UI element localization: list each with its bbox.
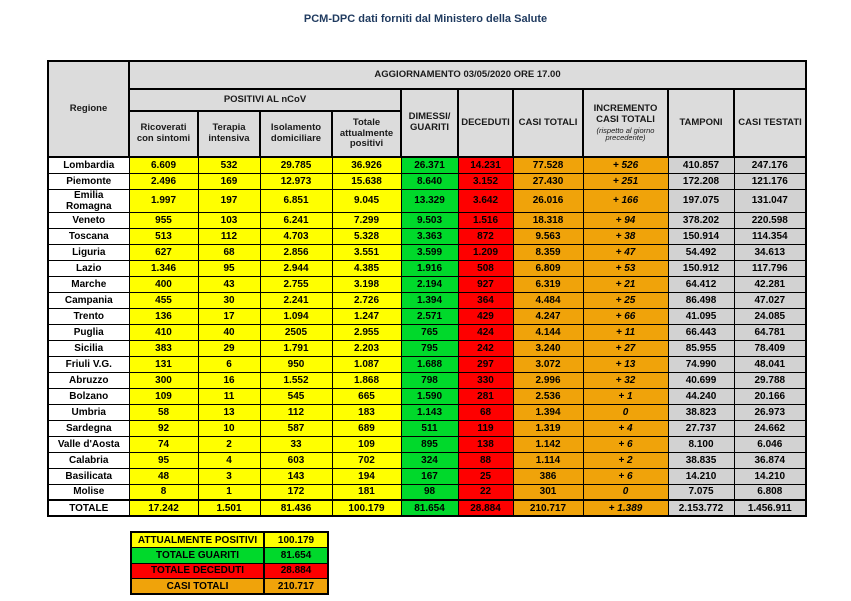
region-name: Abruzzo (48, 372, 129, 388)
cell-isolamento_domiciliare: 172 (260, 484, 332, 500)
summary-value: 28.884 (264, 563, 328, 579)
summary-value: 210.717 (264, 579, 328, 595)
cell-incremento_casi_totali: 0 (583, 404, 668, 420)
cell-terapia_intensiva: 112 (198, 228, 260, 244)
cell-ricoverati_con_sintomi: 17.242 (129, 500, 198, 516)
cell-incremento_casi_totali: + 1 (583, 388, 668, 404)
cell-totale_attualmente_positivi: 4.385 (332, 260, 401, 276)
cell-dimessi_guariti: 795 (401, 340, 458, 356)
cell-incremento_casi_totali: + 251 (583, 173, 668, 189)
cell-dimessi_guariti: 2.194 (401, 276, 458, 292)
cell-totale_attualmente_positivi: 109 (332, 436, 401, 452)
region-row (48, 436, 806, 452)
summary-row (131, 563, 328, 579)
cell-terapia_intensiva: 1.501 (198, 500, 260, 516)
cell-tamponi: 38.823 (668, 404, 734, 420)
cell-incremento_casi_totali: + 27 (583, 340, 668, 356)
cell-dimessi_guariti: 324 (401, 452, 458, 468)
header-incremento-line2: CASI TOTALI (596, 113, 655, 125)
cell-terapia_intensiva: 2 (198, 436, 260, 452)
cell-terapia_intensiva: 197 (198, 189, 260, 212)
cell-casi_totali: 301 (513, 484, 583, 500)
region-name: Friuli V.G. (48, 356, 129, 372)
cell-casi_totali: 27.430 (513, 173, 583, 189)
region-name: Lazio (48, 260, 129, 276)
cell-casi_totali: 77.528 (513, 157, 583, 173)
cell-totale_attualmente_positivi: 9.045 (332, 189, 401, 212)
region-name: Campania (48, 292, 129, 308)
cell-deceduti: 25 (458, 468, 513, 484)
cell-ricoverati_con_sintomi: 6.609 (129, 157, 198, 173)
cell-incremento_casi_totali: + 32 (583, 372, 668, 388)
cell-casi_testati: 247.176 (734, 157, 806, 173)
cell-ricoverati_con_sintomi: 400 (129, 276, 198, 292)
cell-dimessi_guariti: 895 (401, 436, 458, 452)
cell-tamponi: 54.492 (668, 244, 734, 260)
cell-ricoverati_con_sintomi: 2.496 (129, 173, 198, 189)
region-row (48, 404, 806, 420)
summary-table (130, 531, 329, 595)
cell-casi_totali: 1.142 (513, 436, 583, 452)
cell-tamponi: 44.240 (668, 388, 734, 404)
summary-row (131, 532, 328, 548)
cell-casi_totali: 1.394 (513, 404, 583, 420)
cell-dimessi_guariti: 1.590 (401, 388, 458, 404)
cell-dimessi_guariti: 3.363 (401, 228, 458, 244)
cell-dimessi_guariti: 511 (401, 420, 458, 436)
cell-totale_attualmente_positivi: 3.551 (332, 244, 401, 260)
cell-tamponi: 150.912 (668, 260, 734, 276)
summary-label: TOTALE DECEDUTI (131, 563, 264, 579)
region-name: Puglia (48, 324, 129, 340)
cell-ricoverati_con_sintomi: 95 (129, 452, 198, 468)
region-row (48, 228, 806, 244)
region-name: Sicilia (48, 340, 129, 356)
header-dimessi-guariti: DIMESSI/ GUARITI (401, 89, 458, 157)
region-row (48, 468, 806, 484)
cell-deceduti: 1.209 (458, 244, 513, 260)
cell-dimessi_guariti: 765 (401, 324, 458, 340)
cell-dimessi_guariti: 3.599 (401, 244, 458, 260)
cell-tamponi: 85.955 (668, 340, 734, 356)
cell-totale_attualmente_positivi: 36.926 (332, 157, 401, 173)
region-name: Liguria (48, 244, 129, 260)
cell-terapia_intensiva: 103 (198, 212, 260, 228)
cell-tamponi: 410.857 (668, 157, 734, 173)
header-totale-positivi: Totale attualmente positivi (332, 111, 401, 157)
cell-casi_testati: 36.874 (734, 452, 806, 468)
cell-incremento_casi_totali: + 526 (583, 157, 668, 173)
cell-totale_attualmente_positivi: 665 (332, 388, 401, 404)
cell-isolamento_domiciliare: 6.851 (260, 189, 332, 212)
cell-casi_totali: 386 (513, 468, 583, 484)
region-name: Molise (48, 484, 129, 500)
cell-terapia_intensiva: 532 (198, 157, 260, 173)
cell-isolamento_domiciliare: 112 (260, 404, 332, 420)
cell-totale_attualmente_positivi: 1.868 (332, 372, 401, 388)
cell-totale_attualmente_positivi: 3.198 (332, 276, 401, 292)
cell-casi_testati: 117.796 (734, 260, 806, 276)
totale-row (48, 500, 806, 516)
cell-casi_totali: 2.996 (513, 372, 583, 388)
cell-deceduti: 22 (458, 484, 513, 500)
cell-incremento_casi_totali: + 94 (583, 212, 668, 228)
region-row (48, 157, 806, 173)
cell-terapia_intensiva: 30 (198, 292, 260, 308)
cell-casi_testati: 42.281 (734, 276, 806, 292)
cell-tamponi: 66.443 (668, 324, 734, 340)
region-row (48, 276, 806, 292)
cell-casi_totali: 210.717 (513, 500, 583, 516)
summary-rows (131, 532, 328, 594)
cell-isolamento_domiciliare: 587 (260, 420, 332, 436)
cell-incremento_casi_totali: + 1.389 (583, 500, 668, 516)
cell-incremento_casi_totali: + 13 (583, 356, 668, 372)
cell-totale_attualmente_positivi: 1.247 (332, 308, 401, 324)
cell-dimessi_guariti: 1.688 (401, 356, 458, 372)
region-row (48, 292, 806, 308)
cell-deceduti: 68 (458, 404, 513, 420)
cell-casi_testati: 78.409 (734, 340, 806, 356)
cell-totale_attualmente_positivi: 689 (332, 420, 401, 436)
cell-isolamento_domiciliare: 2505 (260, 324, 332, 340)
header-casi-testati: CASI TESTATI (734, 89, 806, 157)
region-name: TOTALE (48, 500, 129, 516)
cell-deceduti: 429 (458, 308, 513, 324)
cell-dimessi_guariti: 26.371 (401, 157, 458, 173)
header-positivi-group: POSITIVI AL nCoV (129, 89, 401, 111)
region-name: Calabria (48, 452, 129, 468)
cell-deceduti: 138 (458, 436, 513, 452)
cell-ricoverati_con_sintomi: 383 (129, 340, 198, 356)
cell-ricoverati_con_sintomi: 74 (129, 436, 198, 452)
cell-terapia_intensiva: 43 (198, 276, 260, 292)
cell-terapia_intensiva: 10 (198, 420, 260, 436)
cell-ricoverati_con_sintomi: 92 (129, 420, 198, 436)
cell-deceduti: 242 (458, 340, 513, 356)
cell-dimessi_guariti: 98 (401, 484, 458, 500)
cell-ricoverati_con_sintomi: 410 (129, 324, 198, 340)
cell-terapia_intensiva: 40 (198, 324, 260, 340)
region-row (48, 356, 806, 372)
cell-totale_attualmente_positivi: 702 (332, 452, 401, 468)
region-row (48, 324, 806, 340)
cell-casi_testati: 6.808 (734, 484, 806, 500)
cell-deceduti: 3.642 (458, 189, 513, 212)
region-name: Umbria (48, 404, 129, 420)
region-row (48, 244, 806, 260)
cell-isolamento_domiciliare: 2.944 (260, 260, 332, 276)
cell-incremento_casi_totali: + 66 (583, 308, 668, 324)
cell-terapia_intensiva: 13 (198, 404, 260, 420)
region-name: Valle d'Aosta (48, 436, 129, 452)
summary-row (131, 548, 328, 564)
cell-isolamento_domiciliare: 33 (260, 436, 332, 452)
cell-tamponi: 64.412 (668, 276, 734, 292)
cell-deceduti: 424 (458, 324, 513, 340)
cell-tamponi: 86.498 (668, 292, 734, 308)
cell-totale_attualmente_positivi: 5.328 (332, 228, 401, 244)
cell-deceduti: 88 (458, 452, 513, 468)
cell-isolamento_domiciliare: 12.973 (260, 173, 332, 189)
cell-terapia_intensiva: 95 (198, 260, 260, 276)
cell-dimessi_guariti: 2.571 (401, 308, 458, 324)
cell-dimessi_guariti: 8.640 (401, 173, 458, 189)
summary-row (131, 579, 328, 595)
cell-isolamento_domiciliare: 81.436 (260, 500, 332, 516)
cell-terapia_intensiva: 169 (198, 173, 260, 189)
header-casi-totali: CASI TOTALI (513, 89, 583, 157)
region-row (48, 420, 806, 436)
cell-casi_totali: 18.318 (513, 212, 583, 228)
cell-dimessi_guariti: 1.916 (401, 260, 458, 276)
cell-incremento_casi_totali: + 25 (583, 292, 668, 308)
cell-casi_testati: 64.781 (734, 324, 806, 340)
cell-totale_attualmente_positivi: 100.179 (332, 500, 401, 516)
cell-ricoverati_con_sintomi: 8 (129, 484, 198, 500)
cell-isolamento_domiciliare: 950 (260, 356, 332, 372)
cell-incremento_casi_totali: + 11 (583, 324, 668, 340)
header-terapia-intensiva: Terapia intensiva (198, 111, 260, 157)
cell-isolamento_domiciliare: 1.094 (260, 308, 332, 324)
region-name: Piemonte (48, 173, 129, 189)
cell-tamponi: 8.100 (668, 436, 734, 452)
cell-casi_totali: 6.319 (513, 276, 583, 292)
cell-ricoverati_con_sintomi: 513 (129, 228, 198, 244)
cell-ricoverati_con_sintomi: 955 (129, 212, 198, 228)
cell-totale_attualmente_positivi: 194 (332, 468, 401, 484)
summary-value: 100.179 (264, 532, 328, 548)
cell-isolamento_domiciliare: 2.241 (260, 292, 332, 308)
cell-casi_testati: 34.613 (734, 244, 806, 260)
cell-deceduti: 14.231 (458, 157, 513, 173)
cell-deceduti: 119 (458, 420, 513, 436)
cell-ricoverati_con_sintomi: 300 (129, 372, 198, 388)
cell-terapia_intensiva: 3 (198, 468, 260, 484)
cell-casi_testati: 1.456.911 (734, 500, 806, 516)
header-incremento-casi-totali (583, 89, 668, 157)
region-row (48, 340, 806, 356)
region-name: Bolzano (48, 388, 129, 404)
cell-casi_totali: 9.563 (513, 228, 583, 244)
cell-terapia_intensiva: 17 (198, 308, 260, 324)
cell-casi_testati: 24.085 (734, 308, 806, 324)
header-ricoverati: Ricoverati con sintomi (129, 111, 198, 157)
cell-casi_totali: 26.016 (513, 189, 583, 212)
summary-label: CASI TOTALI (131, 579, 264, 595)
cell-casi_testati: 47.027 (734, 292, 806, 308)
cell-totale_attualmente_positivi: 2.955 (332, 324, 401, 340)
cell-totale_attualmente_positivi: 183 (332, 404, 401, 420)
cell-ricoverati_con_sintomi: 48 (129, 468, 198, 484)
cell-tamponi: 41.095 (668, 308, 734, 324)
summary-label: TOTALE GUARITI (131, 548, 264, 564)
cell-isolamento_domiciliare: 1.552 (260, 372, 332, 388)
covid-regional-table (47, 60, 807, 517)
region-rows (48, 157, 806, 516)
cell-tamponi: 2.153.772 (668, 500, 734, 516)
cell-tamponi: 40.699 (668, 372, 734, 388)
cell-totale_attualmente_positivi: 15.638 (332, 173, 401, 189)
summary-value: 81.654 (264, 548, 328, 564)
header-deceduti: DECEDUTI (458, 89, 513, 157)
cell-dimessi_guariti: 798 (401, 372, 458, 388)
cell-terapia_intensiva: 11 (198, 388, 260, 404)
cell-isolamento_domiciliare: 143 (260, 468, 332, 484)
region-name: Marche (48, 276, 129, 292)
cell-incremento_casi_totali: + 53 (583, 260, 668, 276)
group-header-row (48, 89, 806, 111)
cell-deceduti: 872 (458, 228, 513, 244)
cell-casi_testati: 20.166 (734, 388, 806, 404)
cell-isolamento_domiciliare: 2.755 (260, 276, 332, 292)
cell-isolamento_domiciliare: 6.241 (260, 212, 332, 228)
cell-totale_attualmente_positivi: 7.299 (332, 212, 401, 228)
header-isolamento: Isolamento domiciliare (260, 111, 332, 157)
cell-incremento_casi_totali: 0 (583, 484, 668, 500)
header-incremento-note: (rispetto al giorno precedente) (596, 125, 655, 143)
cell-incremento_casi_totali: + 47 (583, 244, 668, 260)
cell-casi_totali: 1.114 (513, 452, 583, 468)
update-header-row (48, 61, 806, 89)
cell-tamponi: 74.990 (668, 356, 734, 372)
cell-ricoverati_con_sintomi: 136 (129, 308, 198, 324)
cell-dimessi_guariti: 9.503 (401, 212, 458, 228)
cell-casi_totali: 2.536 (513, 388, 583, 404)
region-name: Sardegna (48, 420, 129, 436)
cell-terapia_intensiva: 29 (198, 340, 260, 356)
cell-deceduti: 281 (458, 388, 513, 404)
cell-ricoverati_con_sintomi: 131 (129, 356, 198, 372)
region-name: Trento (48, 308, 129, 324)
region-row (48, 452, 806, 468)
cell-incremento_casi_totali: + 2 (583, 452, 668, 468)
cell-terapia_intensiva: 68 (198, 244, 260, 260)
header-tamponi: TAMPONI (668, 89, 734, 157)
cell-casi_testati: 220.598 (734, 212, 806, 228)
cell-casi_totali: 3.072 (513, 356, 583, 372)
cell-deceduti: 297 (458, 356, 513, 372)
cell-ricoverati_con_sintomi: 1.346 (129, 260, 198, 276)
cell-deceduti: 364 (458, 292, 513, 308)
cell-isolamento_domiciliare: 2.856 (260, 244, 332, 260)
cell-deceduti: 508 (458, 260, 513, 276)
region-row (48, 189, 806, 212)
cell-isolamento_domiciliare: 29.785 (260, 157, 332, 173)
cell-isolamento_domiciliare: 1.791 (260, 340, 332, 356)
cell-tamponi: 7.075 (668, 484, 734, 500)
cell-ricoverati_con_sintomi: 627 (129, 244, 198, 260)
cell-dimessi_guariti: 81.654 (401, 500, 458, 516)
cell-casi_testati: 131.047 (734, 189, 806, 212)
header-regione: Regione (48, 61, 129, 157)
cell-incremento_casi_totali: + 6 (583, 468, 668, 484)
cell-terapia_intensiva: 4 (198, 452, 260, 468)
cell-casi_testati: 14.210 (734, 468, 806, 484)
cell-dimessi_guariti: 1.394 (401, 292, 458, 308)
cell-ricoverati_con_sintomi: 455 (129, 292, 198, 308)
cell-casi_totali: 4.144 (513, 324, 583, 340)
cell-dimessi_guariti: 1.143 (401, 404, 458, 420)
cell-casi_testati: 29.788 (734, 372, 806, 388)
cell-totale_attualmente_positivi: 1.087 (332, 356, 401, 372)
region-name: Toscana (48, 228, 129, 244)
cell-incremento_casi_totali: + 6 (583, 436, 668, 452)
region-row (48, 372, 806, 388)
cell-terapia_intensiva: 1 (198, 484, 260, 500)
cell-deceduti: 330 (458, 372, 513, 388)
cell-casi_totali: 6.809 (513, 260, 583, 276)
cell-ricoverati_con_sintomi: 58 (129, 404, 198, 420)
cell-ricoverati_con_sintomi: 109 (129, 388, 198, 404)
cell-deceduti: 28.884 (458, 500, 513, 516)
cell-casi_testati: 114.354 (734, 228, 806, 244)
cell-casi_testati: 26.973 (734, 404, 806, 420)
cell-terapia_intensiva: 6 (198, 356, 260, 372)
cell-tamponi: 27.737 (668, 420, 734, 436)
cell-casi_testati: 24.662 (734, 420, 806, 436)
summary-label: ATTUALMENTE POSITIVI (131, 532, 264, 548)
cell-totale_attualmente_positivi: 2.203 (332, 340, 401, 356)
cell-incremento_casi_totali: + 38 (583, 228, 668, 244)
region-row (48, 484, 806, 500)
cell-tamponi: 378.202 (668, 212, 734, 228)
cell-deceduti: 3.152 (458, 173, 513, 189)
cell-dimessi_guariti: 167 (401, 468, 458, 484)
region-row (48, 173, 806, 189)
region-row (48, 260, 806, 276)
region-name: Lombardia (48, 157, 129, 173)
cell-casi_testati: 121.176 (734, 173, 806, 189)
cell-totale_attualmente_positivi: 2.726 (332, 292, 401, 308)
cell-casi_totali: 4.247 (513, 308, 583, 324)
cell-incremento_casi_totali: + 21 (583, 276, 668, 292)
cell-incremento_casi_totali: + 4 (583, 420, 668, 436)
cell-totale_attualmente_positivi: 181 (332, 484, 401, 500)
page-title: PCM-DPC dati forniti dal Ministero della Salute (303, 13, 548, 25)
cell-terapia_intensiva: 16 (198, 372, 260, 388)
cell-ricoverati_con_sintomi: 1.997 (129, 189, 198, 212)
cell-casi_testati: 6.046 (734, 436, 806, 452)
cell-casi_totali: 1.319 (513, 420, 583, 436)
cell-dimessi_guariti: 13.329 (401, 189, 458, 212)
cell-tamponi: 197.075 (668, 189, 734, 212)
cell-deceduti: 927 (458, 276, 513, 292)
cell-tamponi: 150.914 (668, 228, 734, 244)
cell-isolamento_domiciliare: 545 (260, 388, 332, 404)
cell-incremento_casi_totali: + 166 (583, 189, 668, 212)
cell-casi_totali: 3.240 (513, 340, 583, 356)
region-name: Veneto (48, 212, 129, 228)
cell-casi_totali: 4.484 (513, 292, 583, 308)
cell-tamponi: 172.208 (668, 173, 734, 189)
cell-casi_totali: 8.359 (513, 244, 583, 260)
region-row (48, 212, 806, 228)
region-name: Emilia Romagna (48, 189, 129, 212)
header-incremento-line1: INCREMENTO (593, 102, 658, 114)
cell-deceduti: 1.516 (458, 212, 513, 228)
region-name: Basilicata (48, 468, 129, 484)
cell-tamponi: 14.210 (668, 468, 734, 484)
region-row (48, 388, 806, 404)
update-header: AGGIORNAMENTO 03/05/2020 ORE 17.00 (129, 61, 806, 89)
cell-casi_testati: 48.041 (734, 356, 806, 372)
cell-isolamento_domiciliare: 4.703 (260, 228, 332, 244)
cell-tamponi: 38.835 (668, 452, 734, 468)
cell-isolamento_domiciliare: 603 (260, 452, 332, 468)
region-row (48, 308, 806, 324)
